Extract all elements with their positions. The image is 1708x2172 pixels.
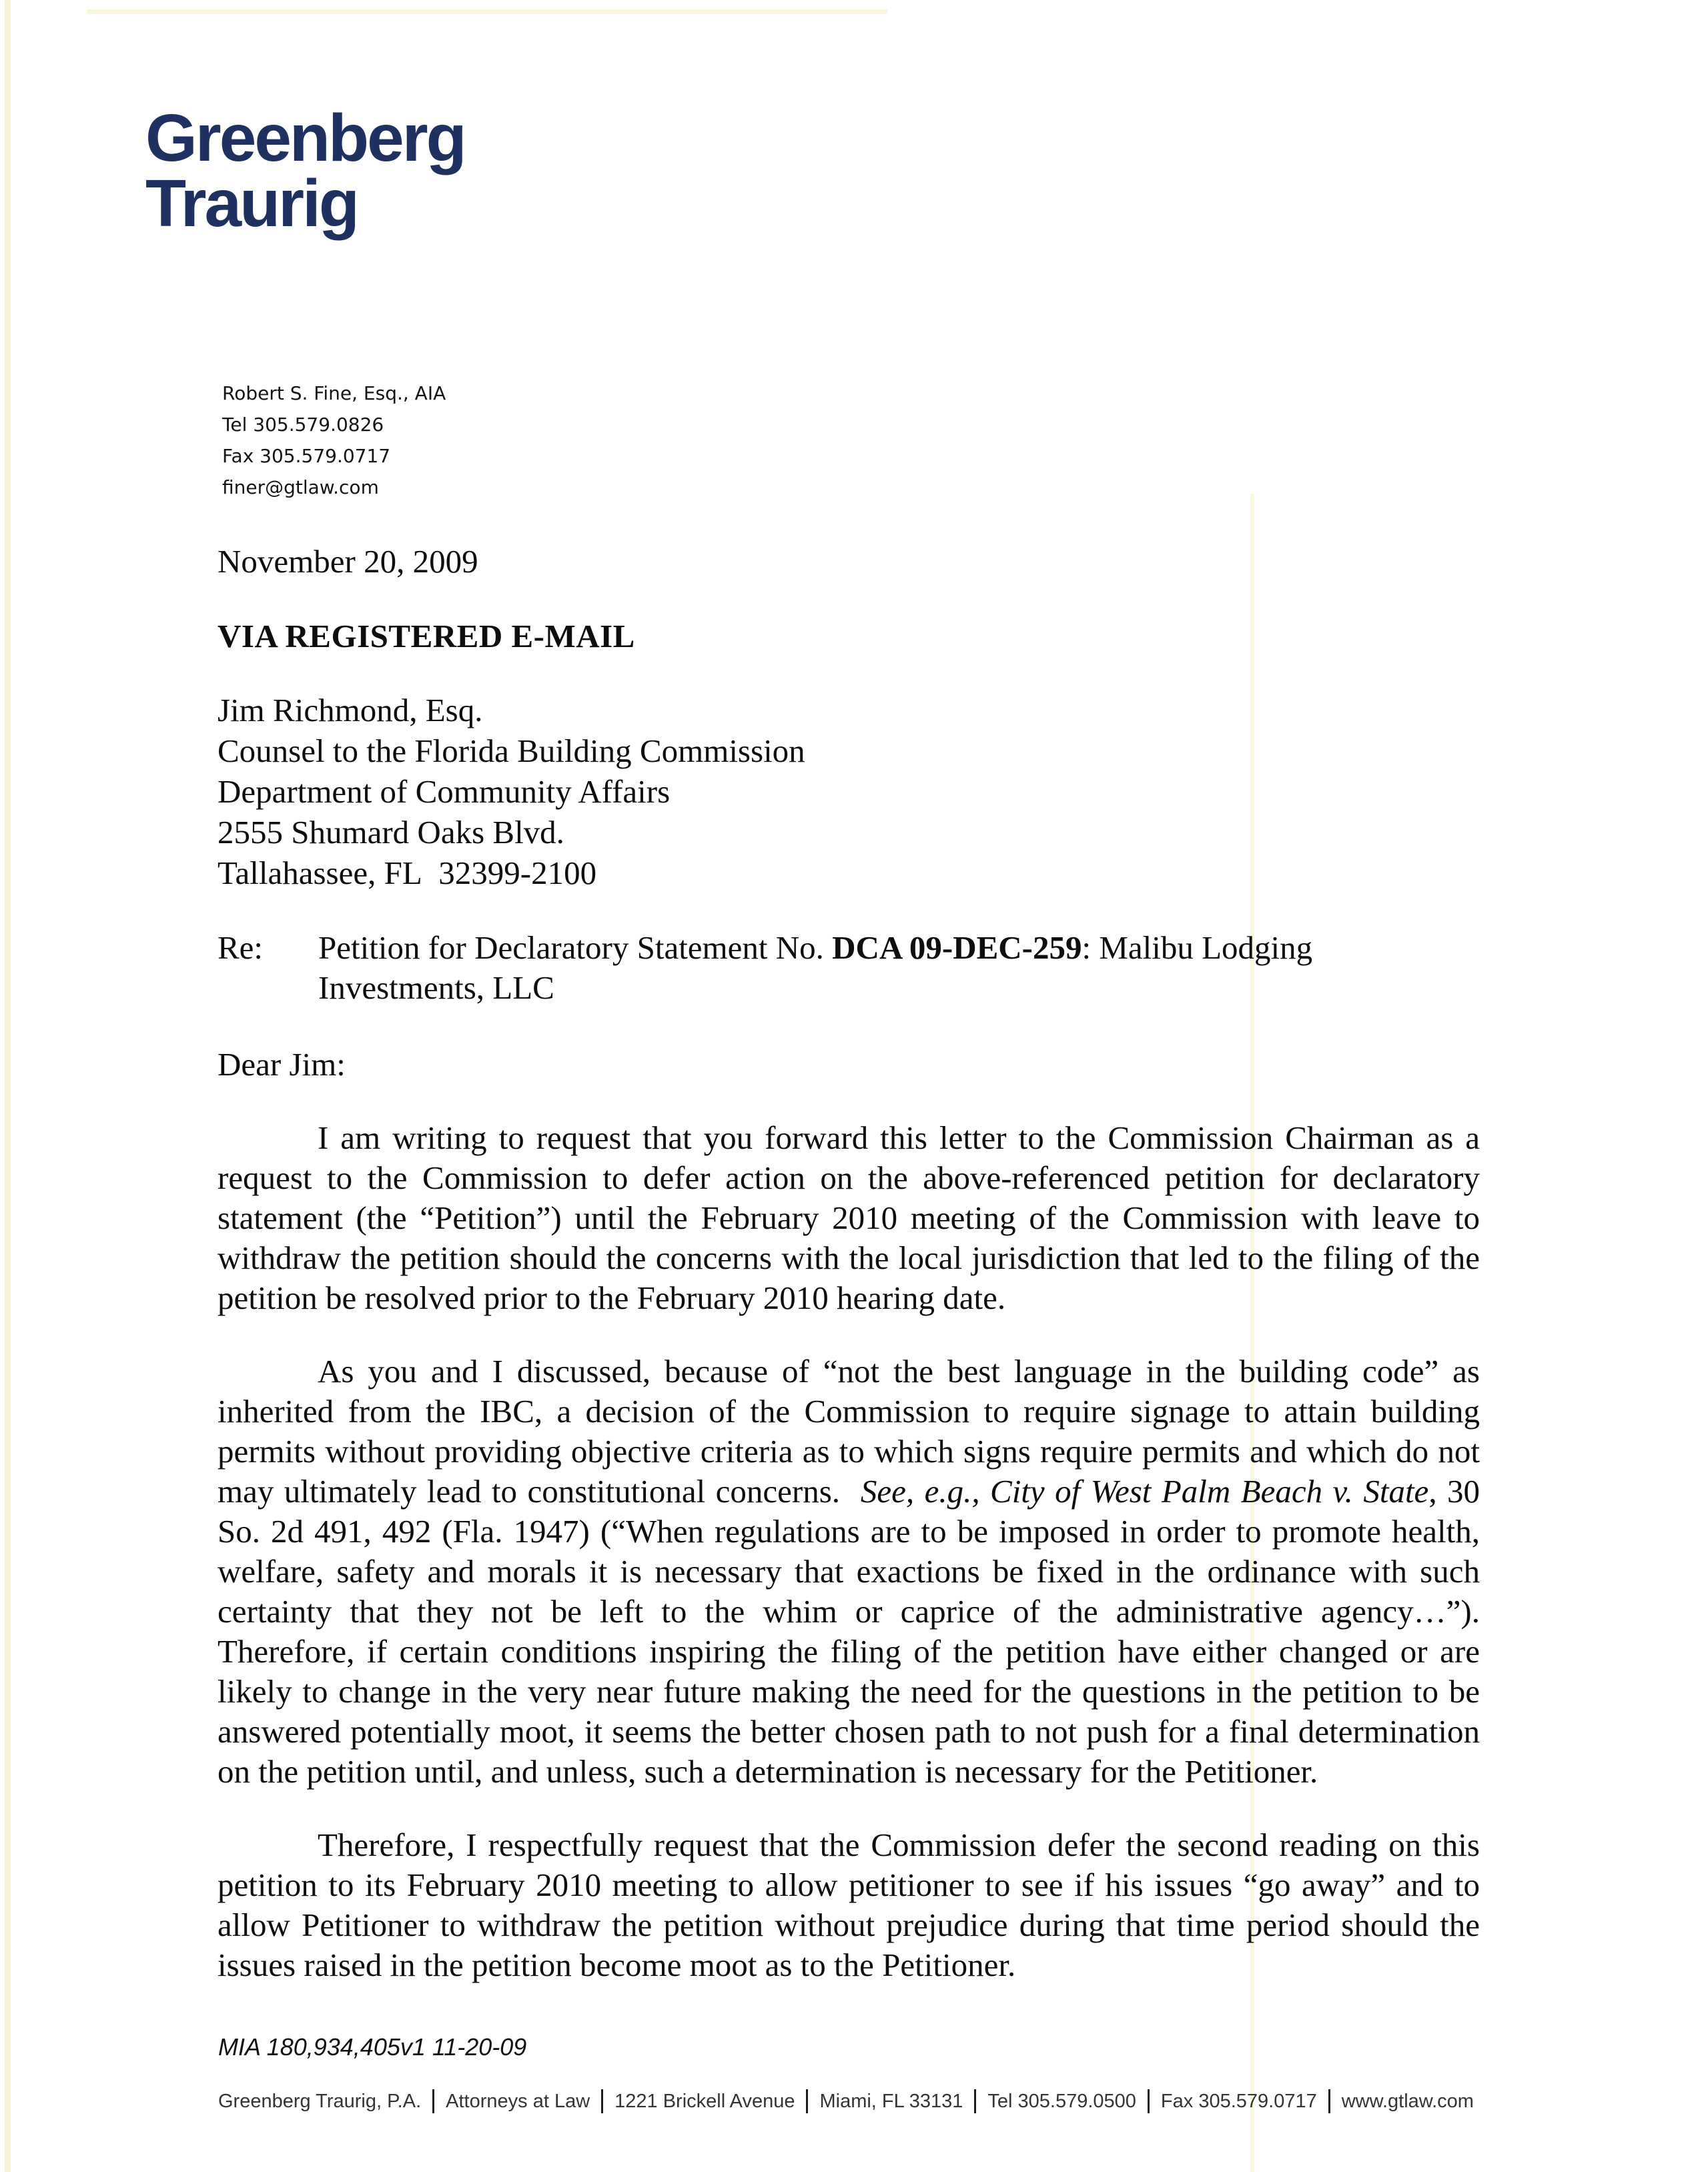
paragraph-2-text-continued: , 30 So. 2d 491, 492 (Fla. 1947) (“When regulations are to be imposed in order to promote health, welfare, safety and morals it is necessary that exactions be fixed in the ordinance with such certainty that they not be left to the whim or caprice of the administrative agency…”). Therefore, if certain conditions inspiring the filing of the petition have either changed or are likely to change in the very near future making the need for the questions in the petition to be answered potentially moot, it seems the better chosen path to not push for a final determination on the petition until, and unless, such a determination is necessary for the Petitioner. [218,1473,1480,1790]
footer-fax: Fax 305.579.0717 [1160,2090,1317,2112]
footer-firm-name: Greenberg Traurig, P.A. [218,2090,422,2112]
recipient-title: Counsel to the Florida Building Commission [218,732,805,769]
attorney-tel: Tel 305.579.0826 [222,414,384,436]
letter-body [218,542,1480,1985]
footer-separator [432,2089,434,2113]
attorney-fax: Fax 305.579.0717 [222,445,391,467]
footer-separator [1328,2089,1330,2113]
body-paragraph-1: I am writing to request that you forward this letter to the Commission Chairman as a request to the Commission to defer action on the above-referenced petition for declaratory statement (the “Petition”) until the February 2010 meeting of the Commission with leave to withdraw the petition should the concerns with the local jurisdiction that led to the filing of the petition be resolved prior to the February 2010 hearing date. [218,1119,1480,1316]
re-subject [318,928,1480,1008]
footer-separator [806,2089,808,2113]
document-id: MIA 180,934,405v1 11-20-09 [218,2033,527,2061]
logo-line-2: Traurig [145,166,358,241]
body-paragraph-2 [218,1351,1480,1792]
re-block [218,928,1480,1008]
footer-street-address: 1221 Brickell Avenue [614,2090,795,2112]
re-subject-line2: Investments, LLC [318,969,554,1006]
case-citation: See, e.g., City of West Palm Beach v. State [860,1473,1429,1510]
firm-footer [218,2089,1474,2113]
scan-edge-left-artifact [5,0,11,2172]
recipient-city-state-zip: Tallahassee, FL 32399-2100 [218,855,597,891]
recipient-name: Jim Richmond, Esq. [218,692,483,728]
footer-separator [1148,2089,1150,2113]
recipient-street: 2555 Shumard Oaks Blvd. [218,814,564,851]
salutation: Dear Jim: [218,1046,346,1083]
logo-wordmark [145,101,465,241]
footer-city-state-zip: Miami, FL 33131 [819,2090,963,2112]
recipient-department: Department of Community Affairs [218,773,671,810]
body-paragraph-3: Therefore, I respectfully request that the Commission defer the second reading on this petition to its February 2010 meeting to allow petitioner to see if his issues “go away” and to allow Petitioner to withdraw the petition without prejudice during that time period should the issues raised in the petition become moot as to the Petitioner. [218,1826,1480,1983]
paragraph-2-text: As you and I discussed, because of “not the best language in the building code” as inherited from the IBC, a decision of the Commission to require signage to attain building permits without providing objective criteria as to which signs require permits and which do not may ultimately lead to constitutional concerns. [218,1353,1480,1510]
re-subject-part1: Petition for Declaratory Statement No. [318,929,833,966]
delivery-method: VIA REGISTERED E-MAIL [218,618,635,654]
re-case-number: DCA 09-DEC-259 [832,929,1082,966]
scan-edge-top-artifact [87,9,887,14]
re-label: Re: [218,929,264,966]
footer-tel: Tel 305.579.0500 [987,2090,1136,2112]
footer-website: www.gtlaw.com [1341,2090,1474,2112]
logo-line-1: Greenberg [145,101,465,175]
footer-separator [974,2089,976,2113]
attorney-contact-block [222,378,446,503]
footer-separator [601,2089,603,2113]
recipient-address-block [218,690,1480,893]
attorney-email: finer@gtlaw.com [222,476,379,498]
re-subject-part2: : Malibu Lodging [1082,929,1313,966]
footer-attorneys-at-law: Attorneys at Law [446,2090,590,2112]
attorney-name: Robert S. Fine, Esq., AIA [222,382,446,404]
letter-date: November 20, 2009 [218,543,478,580]
